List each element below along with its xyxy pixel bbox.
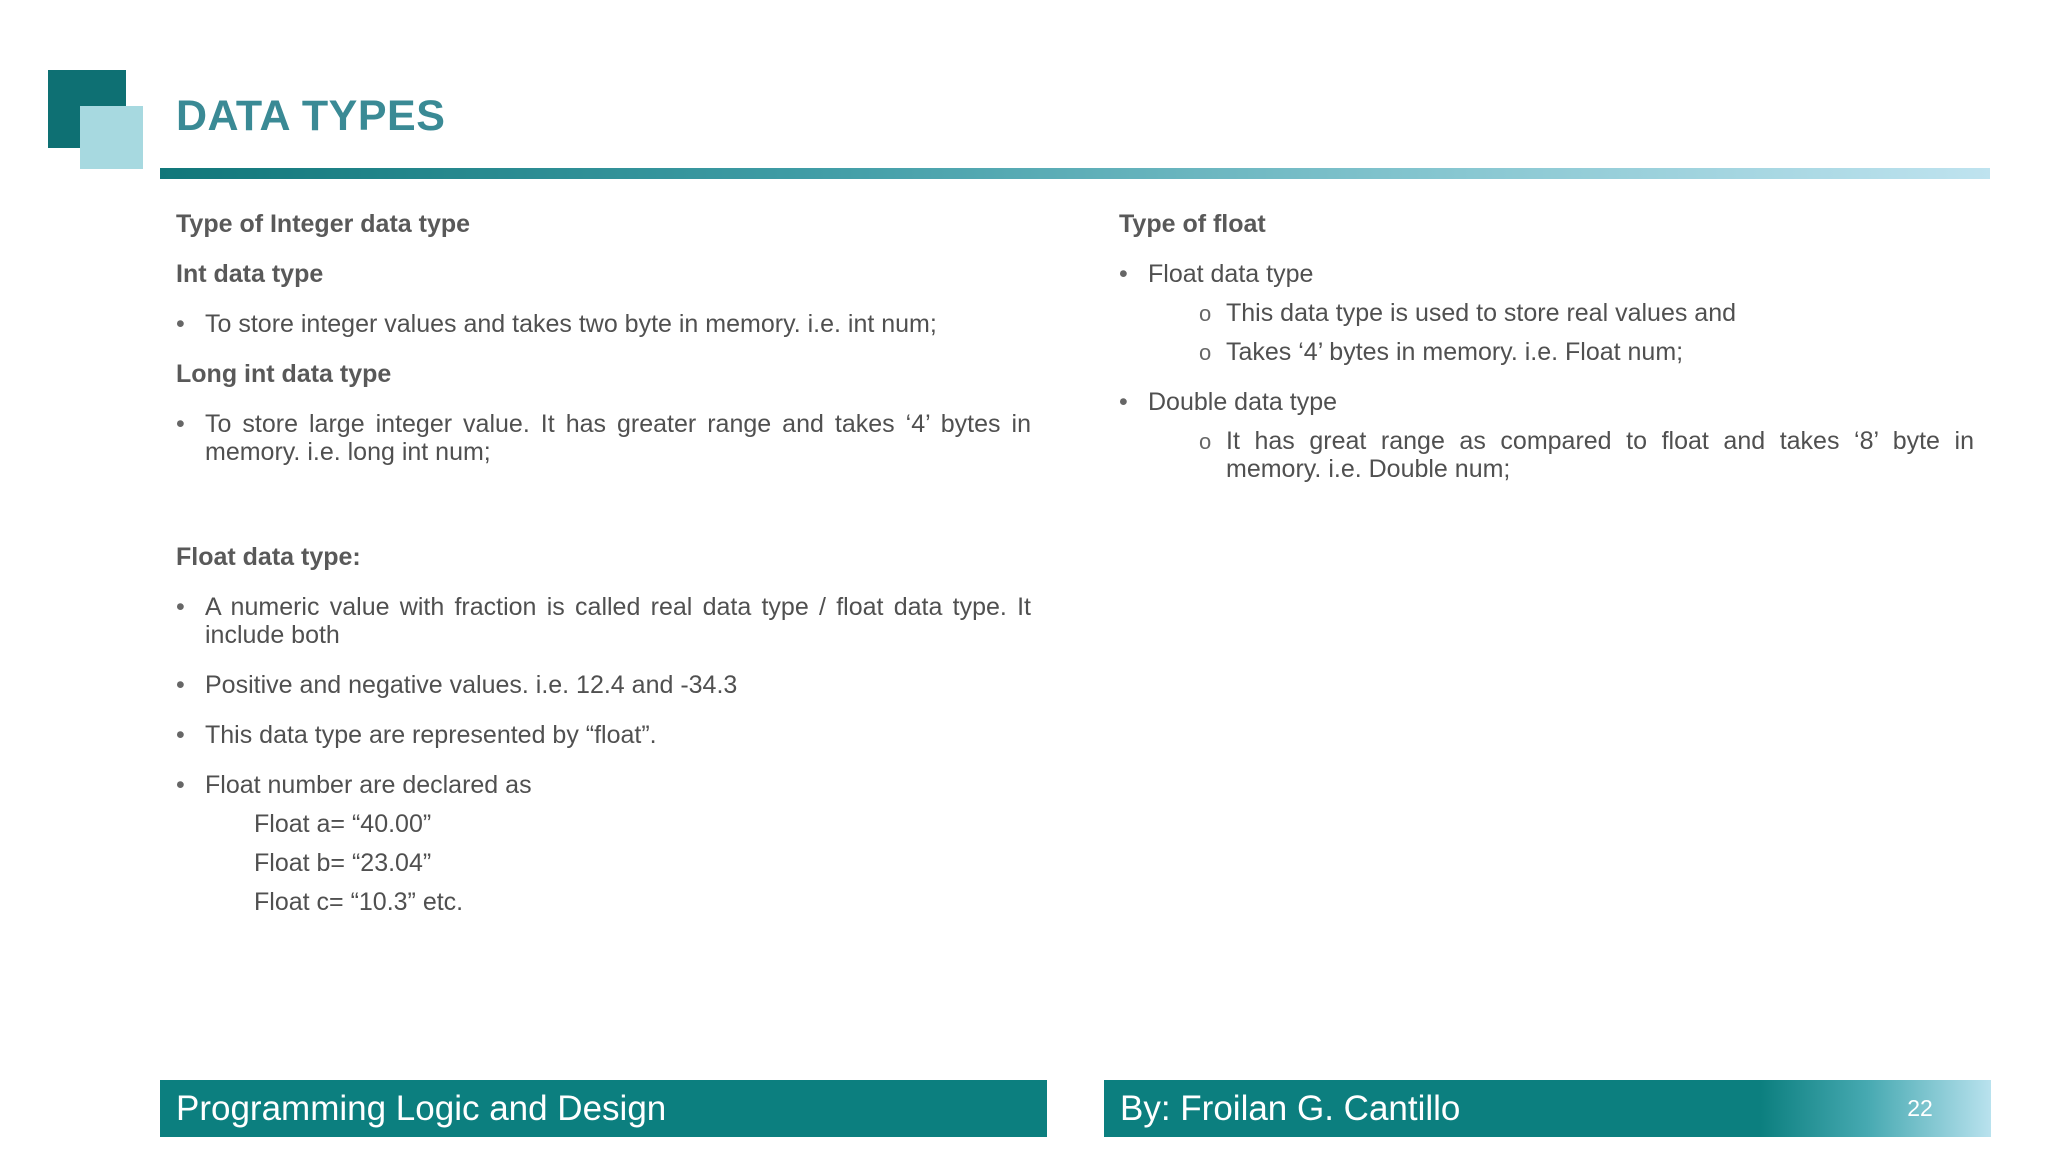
long-int-type-heading: Long int data type — [176, 360, 392, 388]
float-sub-bullet: o This data type is used to store real values and — [1119, 299, 1974, 327]
float-example: Float a= “40.00” — [254, 810, 432, 838]
float-bullet: • This data type are represented by “float”. — [176, 721, 1031, 749]
footer-course-title: Programming Logic and Design — [176, 1088, 667, 1128]
footer-author: By: Froilan G. Cantillo — [1120, 1088, 1461, 1128]
double-sub-bullet: o It has great range as compared to float and takes ‘8’ byte in memory. i.e. Double num; — [1119, 427, 1974, 483]
float-type-heading: Float data type: — [176, 543, 361, 571]
float-example: Float b= “23.04” — [254, 849, 432, 877]
float-data-type-bullet: • Float data type — [1119, 260, 1974, 288]
float-bullet: • Float number are declared as — [176, 771, 1031, 799]
int-type-bullet: • To store integer values and takes two byte in memory. i.e. int num; — [176, 310, 1031, 338]
int-type-heading: Int data type — [176, 260, 324, 288]
slide-title: DATA TYPES — [176, 92, 446, 140]
right-column — [1119, 210, 1974, 494]
section-spacer — [176, 488, 1031, 543]
integer-types-heading: Type of Integer data type — [176, 210, 471, 238]
long-int-type-bullet: • To store large integer value. It has greater range and takes ‘4’ bytes in memory. i.e. long int num; — [176, 410, 1031, 466]
footer-course-bar — [160, 1080, 1047, 1137]
page-number: 22 — [1907, 1095, 1933, 1121]
left-column — [176, 210, 1031, 927]
double-data-type-bullet: • Double data type — [1119, 388, 1974, 416]
float-sub-bullet: o Takes ‘4’ bytes in memory. i.e. Float num; — [1119, 338, 1974, 366]
footer-author-bar — [1104, 1080, 1991, 1137]
float-bullet: • Positive and negative values. i.e. 12.4 and -34.3 — [176, 671, 1031, 699]
title-divider — [160, 168, 1990, 179]
float-bullet: • A numeric value with fraction is called real data type / float data type. It include both — [176, 593, 1031, 649]
float-example: Float c= “10.3” etc. — [254, 888, 464, 916]
logo-light-square — [80, 106, 143, 169]
float-types-heading: Type of float — [1119, 210, 1266, 238]
